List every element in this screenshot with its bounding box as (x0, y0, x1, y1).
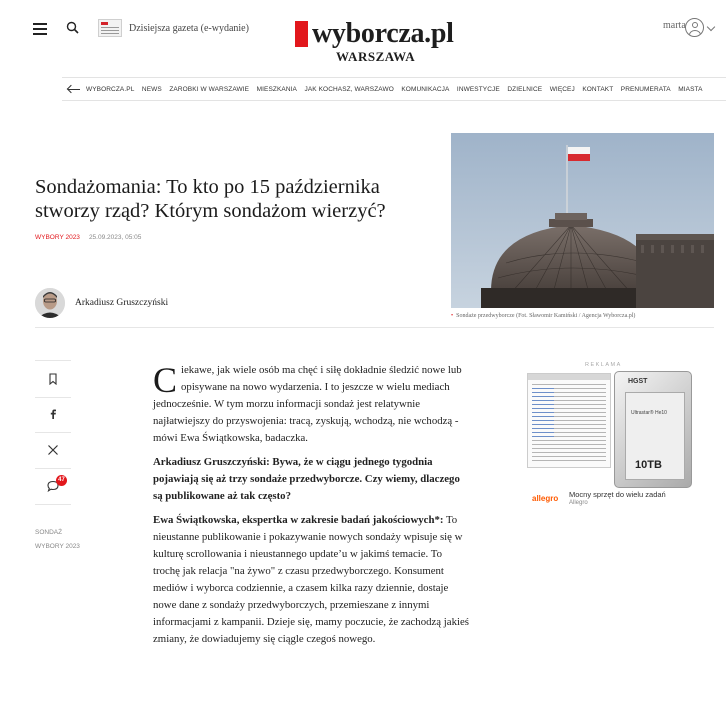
nav-item[interactable]: WIĘCEJ (549, 85, 575, 93)
ad-screenshot-image (527, 373, 611, 468)
nav-item[interactable]: KONTAKT (582, 85, 614, 93)
article-category[interactable]: WYBORY 2023 (35, 234, 80, 241)
ad-advertiser: Allegro (569, 500, 588, 506)
answer-text: To nieustanne publikowanie i pokazywanie nowych sondaży wpisuje się w kulturę scrollowania i nieustannego update’u w jakimś temacie. To trochę jak relacja "na żywo" z czasu przedwyborczego. Konsument mediów i wyborca codziennie, a czasem kilka razy dziennie, dostaje nowe dane z sondaży przedwyborczych, przemieszane z innymi informacjami z kampanii. Dzieje się, mamy poczucie, że zachodzą jakieś zmiany, że dowiadujemy się ciągle czegoś nowego. (153, 514, 469, 645)
hero-image (451, 133, 714, 308)
bookmark-icon (47, 373, 59, 385)
author-avatar[interactable] (35, 288, 65, 318)
facebook-share-button[interactable] (35, 396, 71, 433)
article-date: 25.09.2023, 05:05 (88, 234, 142, 241)
hdd-model: Ultrastar® He10 (631, 410, 667, 416)
x-icon (47, 444, 59, 456)
nav-item[interactable]: MIASTA (678, 85, 703, 93)
nav-item[interactable]: NEWS (141, 85, 162, 93)
nav-item[interactable]: ZAROBKI W WARSZAWIE (169, 85, 250, 93)
image-caption: • Sondaże przedwyborcze (Fot. Sławomir Kamiński / Agencja Wyborcza.pl) (451, 313, 635, 319)
header-divider (35, 327, 714, 328)
ad-label: REKLAMA (585, 362, 622, 368)
ad-headline[interactable]: Mocny sprzęt do wielu zadań (569, 490, 666, 499)
e-paper-link[interactable] (98, 18, 249, 38)
logo-red-block (295, 21, 308, 47)
back-arrow-icon[interactable] (68, 85, 80, 93)
ad-brand-logo[interactable]: allegro (532, 494, 559, 503)
nav-item[interactable]: PRENUMERATA (620, 85, 671, 93)
interview-answer (153, 512, 470, 648)
nav-item[interactable]: KOMUNIKACJA (401, 85, 450, 93)
logo-subtitle: WARSZAWA (336, 49, 416, 64)
interview-question: Arkadiusz Gruszczyński: Bywa, że w ciągu jednego tygodnia pojawiają się aż trzy sondaże przedwyborcze. Czy wiemy, dlaczego są publikowane aż tak często? (153, 456, 460, 502)
chevron-down-icon[interactable] (707, 23, 715, 31)
nav-item[interactable]: MIESZKANIA (256, 85, 297, 93)
tag-link[interactable]: SONDAŻ (35, 529, 63, 536)
nav-item[interactable]: JAK KOCHASZ, WARSZAWO (304, 85, 394, 93)
answer-speaker: Ewa Świątkowska, ekspertka w zakresie badań jakościowych*: (153, 514, 444, 526)
newspaper-thumbnail (98, 19, 122, 37)
search-icon[interactable] (66, 21, 80, 35)
menu-icon[interactable] (33, 23, 47, 35)
ad-banner[interactable] (527, 371, 695, 489)
author-name[interactable]: Arkadiusz Gruszczyński (75, 298, 169, 308)
nav-item[interactable]: DZIELNICE (507, 85, 543, 93)
ad-hdd-image (614, 371, 692, 488)
comments-count-badge: 47 (56, 475, 67, 486)
comments-button[interactable] (35, 468, 71, 505)
hdd-capacity: 10TB (635, 459, 662, 471)
paragraph-text: iekawe, jak wiele osób ma chęć i siłę dokładnie śledzić nowe lub opisywane na nowo wydarzenia. I to jeszcze w wielu mediach jednocześnie. W tym morzu informacji sondaż jest relatywnie najłatwiejszy do przyswojenia: tracą, zyskują, wchodzą, nie wchodzą - mówi Ewa Świątkowska, badaczka. (153, 364, 462, 444)
logo-text: wyborcza.pl (312, 18, 454, 49)
user-name[interactable]: marta (663, 20, 686, 31)
bookmark-button[interactable] (35, 360, 71, 398)
article-meta (35, 234, 141, 241)
site-logo[interactable] (295, 18, 454, 49)
x-share-button[interactable] (35, 432, 71, 469)
dropcap: C (153, 360, 178, 400)
e-paper-label: Dzisiejsza gazeta (e-wydanie) (129, 22, 249, 34)
lead-paragraph (153, 362, 470, 447)
hdd-brand: HGST (628, 378, 648, 385)
facebook-icon (47, 408, 59, 420)
user-avatar-icon[interactable] (685, 18, 704, 37)
article-title: Sondażomania: To kto po 15 października stworzy rząd? Którym sondażom wierzyć? (35, 176, 386, 222)
article-body (153, 362, 470, 655)
nav-item[interactable]: INWESTYCJE (456, 85, 500, 93)
tag-link[interactable]: WYBORY 2023 (35, 543, 80, 550)
section-nav (62, 77, 726, 101)
nav-item[interactable]: WYBORCZA.PL (86, 85, 135, 93)
